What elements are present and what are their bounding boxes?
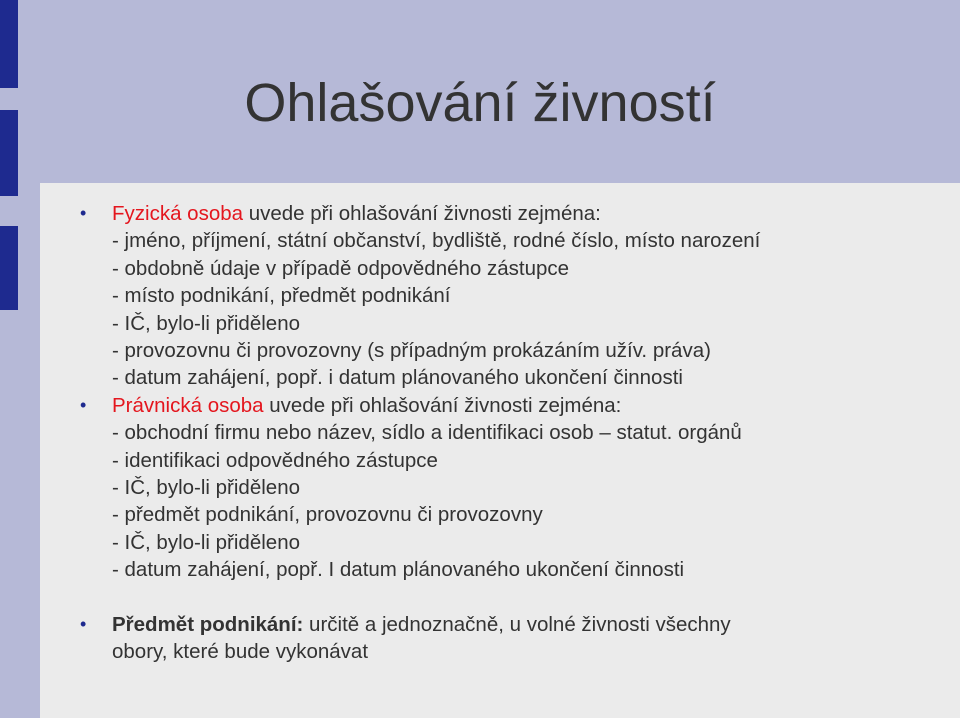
detail-line: - předmět podnikání, provozovnu či provozovny: [112, 503, 543, 527]
detail-line: - IČ, bylo-li přiděleno: [112, 311, 300, 335]
detail-line: - jméno, příjmení, státní občanství, bydliště, rodné číslo, místo narození: [112, 229, 761, 253]
decor-bar: [0, 226, 18, 310]
bullet-heading: [112, 392, 940, 419]
detail-line: - identifikaci odpovědného zástupce: [112, 448, 438, 472]
highlight-text: Fyzická osoba: [112, 202, 244, 225]
detail-line: - provozovnu či provozovny (s případným prokázáním užív. práva): [112, 339, 711, 363]
detail-line: - místo podnikání, předmět podnikání: [112, 284, 451, 308]
detail-line: - obdobně údaje v případě odpovědného zástupce: [112, 256, 570, 280]
bullet-fyzicka-osoba: [80, 200, 940, 392]
detail-line: - IČ, bylo-li přiděleno: [112, 530, 300, 554]
bullet-icon: •: [80, 203, 87, 223]
slide-title: Ohlašování živností: [244, 73, 716, 133]
highlight-text: Právnická osoba: [112, 393, 264, 417]
detail-line: obory, které bude vykonávat: [112, 640, 369, 664]
detail-line: - datum zahájení, popř. I datum plánovaného ukončení činnosti: [112, 558, 685, 582]
bullet-pravnicka-osoba: [80, 392, 940, 584]
bullet-list: [80, 200, 940, 666]
bullet-heading: [112, 200, 940, 227]
bold-text: Předmět podnikání:: [112, 612, 304, 636]
bullet-predmet-podnikani: [80, 611, 940, 666]
bullet-heading: [112, 611, 940, 638]
detail-line: - IČ, bylo-li přiděleno: [112, 476, 300, 500]
bullet-icon: •: [80, 613, 87, 634]
intro-text: uvede při ohlašování živnosti zejména:: [263, 393, 622, 417]
intro-text: uvede při ohlašování živnosti zejména:: [243, 202, 601, 225]
bullet-icon: •: [80, 394, 87, 415]
body-text: určitě a jednoznačně, u volné živnosti všechny: [303, 612, 731, 636]
detail-line: - obchodní firmu nebo název, sídlo a identifikaci osob – statut. orgánů: [112, 421, 742, 445]
detail-line: - datum zahájení, popř. i datum plánovaného ukončení činnosti: [112, 366, 683, 390]
